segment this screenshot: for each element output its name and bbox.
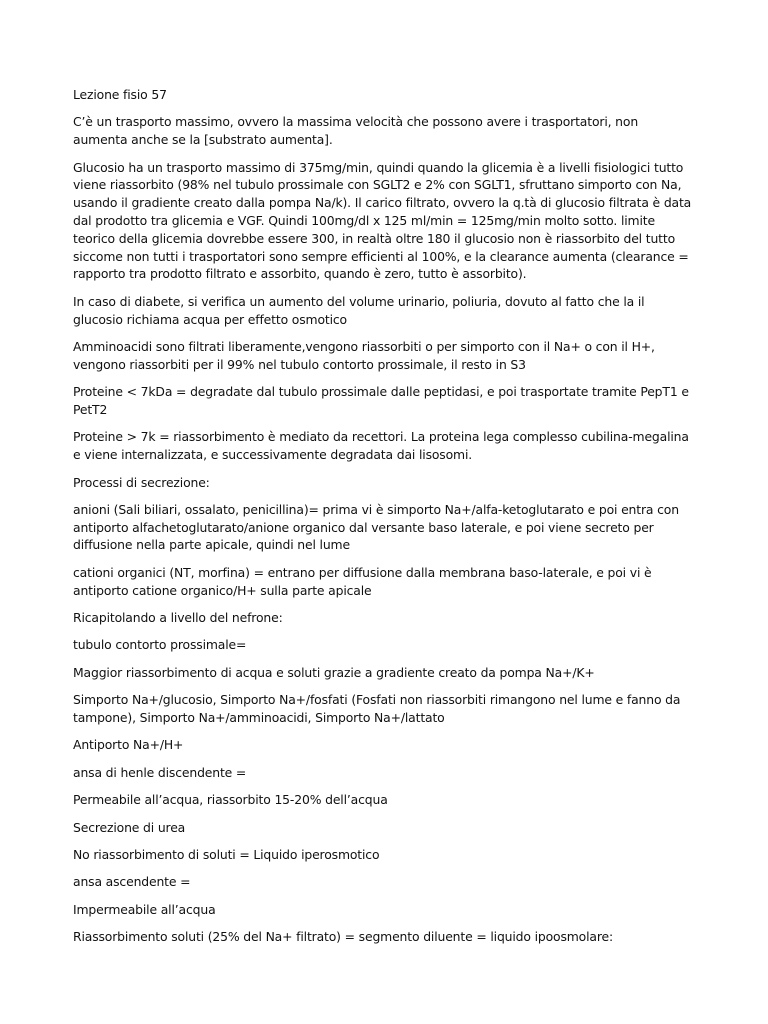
paragraph-tubulo-prossimale: tubulo contorto prossimale= — [73, 637, 247, 653]
paragraph-impermeabile: Impermeabile all’acqua — [73, 901, 216, 917]
paragraph-no-riassorbimento: No riassorbimento di soluti = Liquido iperosmotico — [73, 846, 380, 862]
paragraph-permeabile: Permeabile all’acqua, riassorbito 15-20% dell’acqua — [73, 792, 388, 808]
paragraph-ansa-ascendente: ansa ascendente = — [73, 874, 191, 890]
paragraph-anioni: anioni (Sali biliari, ossalato, penicillina)= prima vi è simporto Na+/alfa-ketoglutarato e poi entra con antiporto alfachetoglutarato/anione organico dal versante baso laterale, e poi viene secreto per diffusione nella parte apicale, quindi nel lume — [73, 501, 679, 553]
document-title: Lezione fisio 57 — [73, 87, 167, 102]
paragraph-riassorbimento-soluti: Riassorbimento soluti (25% del Na+ filtrato) = segmento diluente = liquido ipoosmolare: — [73, 929, 614, 945]
paragraph-antiporto: Antiporto Na+/H+ — [73, 737, 184, 753]
paragraph-glucosio: Glucosio ha un trasporto massimo di 375mg/min, quindi quando la glicemia è a livelli fisiologici tutto viene riassorbito (98% nel tubulo prossimale con SGLT2 e 2% con SGLT1, sfruttano simporto con Na, usando il gradiente creato dalla pompa Na/k). Il carico filtrato, ovvero la q.tà di glucosio filtrata è data dal prodotto tra glicemia e VGF. Quindi 100mg/dl x 125 ml/min = 125mg/min molto sotto. limite teorico della glicemia dovrebbe essere 300, in realtà oltre 180 il glucosio non è riassorbito del tutto siccome non tutti i trasportatori sono sempre efficienti al 100%, e la clearance aumenta (clearance = rapporto tra prodotto filtrato e assorbito, quando è zero, tutto è assorbito). — [73, 159, 692, 282]
paragraph-processi-secrezione: Processi di secrezione: — [73, 474, 210, 490]
document-body — [73, 86, 695, 956]
paragraph-simporti: Simporto Na+/glucosio, Simporto Na+/fosfati (Fosfati non riassorbiti rimangono nel lume e fanno da tampone), Simporto Na+/amminoacidi, Simporto Na+/lattato — [73, 692, 681, 726]
paragraph-amminoacidi: Amminoacidi sono filtrati liberamente,vengono riassorbiti o per simporto con il Na+ o con il H+, vengono riassorbiti per il 99% nel tubulo contorto prossimale, il resto in S3 — [73, 338, 655, 372]
paragraph-cationi: cationi organici (NT, morfina) = entrano per diffusione dalla membrana baso-laterale, e poi vi è antiporto catione organico/H+ sulla parte apicale — [73, 564, 652, 598]
paragraph-proteine-large: Proteine > 7k = riassorbimento è mediato da recettori. La proteina lega complesso cubilina-megalina e viene internalizzata, e successivamente degradata dai lisosomi. — [73, 429, 689, 463]
paragraph-trasporto-massimo: C’è un trasporto massimo, ovvero la massima velocità che possono avere i trasportatori, non aumenta anche se la [substrato aumenta]. — [73, 114, 639, 148]
paragraph-ricapitolando: Ricapitolando a livello del nefrone: — [73, 610, 283, 626]
paragraph-diabete: In caso di diabete, si verifica un aumento del volume urinario, poliuria, dovuto al fatto che la il glucosio richiama acqua per effetto osmotico — [73, 293, 645, 327]
paragraph-ansa-discendente: ansa di henle discendente = — [73, 764, 247, 780]
paragraph-maggior-riassorbimento: Maggior riassorbimento di acqua e soluti grazie a gradiente creato da pompa Na+/K+ — [73, 664, 595, 680]
paragraph-secrezione-urea: Secrezione di urea — [73, 819, 186, 835]
paragraph-proteine-small: Proteine < 7kDa = degradate dal tubulo prossimale dalle peptidasi, e poi trasportate tramite PepT1 e PetT2 — [73, 384, 689, 417]
